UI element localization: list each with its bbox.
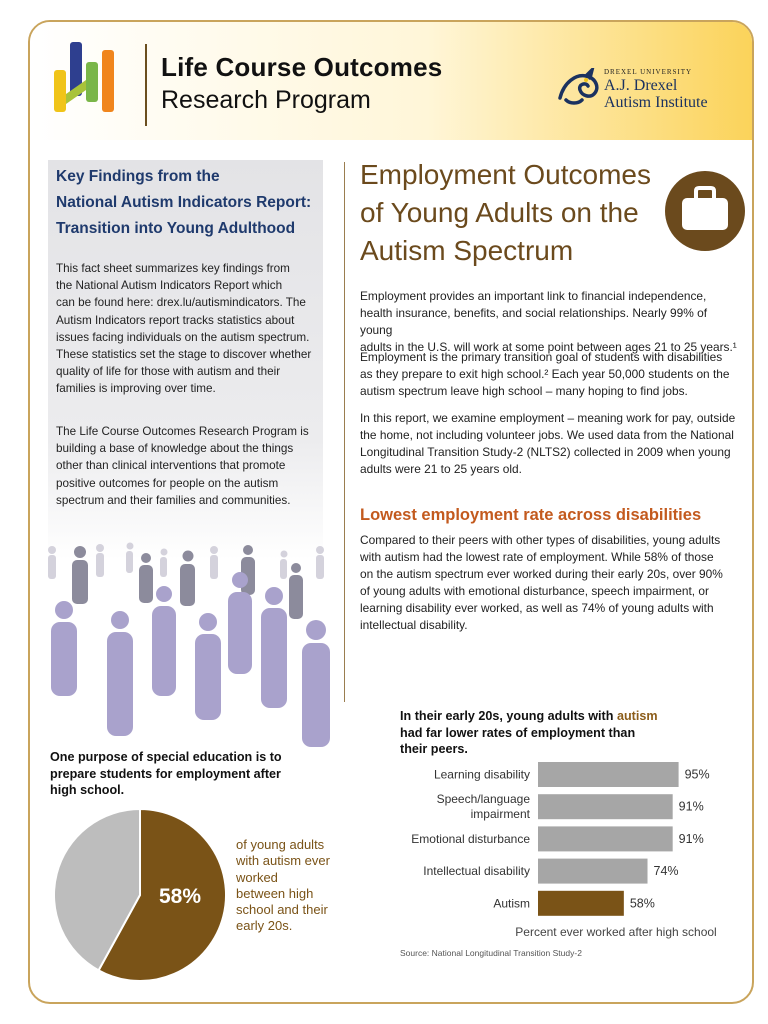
program-subtitle: Research Program	[161, 86, 371, 114]
category-label-2: Emotional disturbance	[411, 831, 530, 846]
category-label-0: Learning disability	[433, 767, 530, 782]
pie-caption: One purpose of special education is to prepare students for employment after high school.	[50, 750, 282, 797]
drexel-dragon-icon	[556, 68, 602, 108]
key-findings-heading: Key Findings from the National Autism Indicators Report: Transition into Young Adulthood	[56, 168, 312, 237]
bar-4	[538, 891, 624, 916]
pie-data-label: 58%	[158, 885, 202, 908]
bar-3	[538, 859, 648, 884]
header-divider	[145, 44, 147, 126]
pie-description: of young adults with autism ever worked between high school and their early 20s.	[236, 837, 330, 934]
value-label-1: 91%	[678, 799, 704, 814]
value-label-0: 95%	[684, 767, 710, 782]
bar-chart-title: In their early 20s, young adults with autism had far lower rates of employment than their peers.	[400, 709, 658, 756]
sidebar-paragraph-1: This fact sheet summarizes key findings from the National Autism Indicators Report which can be found here: drex.lu/autismindicators. The Autism Indicators report tracks statistics about issues facing individuals on the autism spectrum. These statistics set the stage to discover whether quality of life for those with autism and their families is improving over time.	[56, 262, 312, 396]
employment-pie-chart	[52, 807, 228, 983]
category-label-1: impairment	[470, 807, 530, 822]
column-divider	[344, 162, 345, 702]
people-crowd-illustration	[38, 540, 338, 750]
findings-paragraph: Compared to their peers with other types of disabilities, young adults with autism had the lowest rate of employment. While 58% of those on the autism spectrum ever worked during their early 20s, over 90% of young adults with emotional disturbance, speech impairment, or learning disability ever worked, as well as 74% of young adults with intellectual disability.	[360, 533, 723, 632]
value-label-4: 58%	[629, 896, 655, 911]
briefcase-icon	[664, 170, 746, 252]
value-label-2: 91%	[678, 831, 704, 846]
program-title: Life Course Outcomes	[161, 52, 443, 82]
header-banner	[30, 22, 752, 140]
page-frame	[28, 20, 754, 1004]
bar-2	[538, 826, 673, 851]
bar-1	[538, 794, 673, 819]
methods-paragraph: In this report, we examine employment – meaning work for pay, outside the home, not including volunteer jobs. We used data from the National Longitudinal Transition Study-2 (NLTS2) collected in 2009 when young adults were 21 to 25 years old.	[360, 411, 736, 476]
section-heading: Lowest employment rate across disabilities	[360, 506, 702, 524]
category-label-3: Intellectual disability	[423, 864, 530, 879]
employment-bar-chart	[370, 762, 720, 942]
source-note: Source: National Longitudinal Transition Study-2	[400, 948, 582, 958]
x-axis-label: Percent ever worked after high school	[515, 925, 717, 939]
bar-0	[538, 762, 679, 787]
page-title: Employment Outcomes of Young Adults on the Autism Spectrum	[360, 159, 651, 266]
program-logo-icon	[50, 40, 130, 120]
partner-university-label: DREXEL UNIVERSITY	[604, 68, 693, 76]
intro-paragraph: Employment provides an important link to financial independence, health insurance, benefits, and social relationships. Nearly 99% of young adults in the U.S. will work at some point between ages 21 to 25 years.¹	[360, 289, 737, 354]
category-label-4: Autism	[493, 896, 530, 911]
category-label-1: Speech/language	[436, 792, 530, 807]
value-label-3: 74%	[653, 864, 679, 879]
transition-paragraph: Employment is the primary transition goal of students with disabilities as they prepare to exit high school.² Each year 50,000 students on the autism spectrum leave high school – many hoping to find jobs.	[360, 350, 730, 398]
partner-institute-name: A.J. Drexel Autism Institute	[604, 77, 708, 111]
sidebar-paragraph-2: The Life Course Outcomes Research Program is building a base of knowledge about the things other than clinical interventions that promote positive outcomes for people on the autism spectrum and their families and communities.	[56, 425, 309, 507]
